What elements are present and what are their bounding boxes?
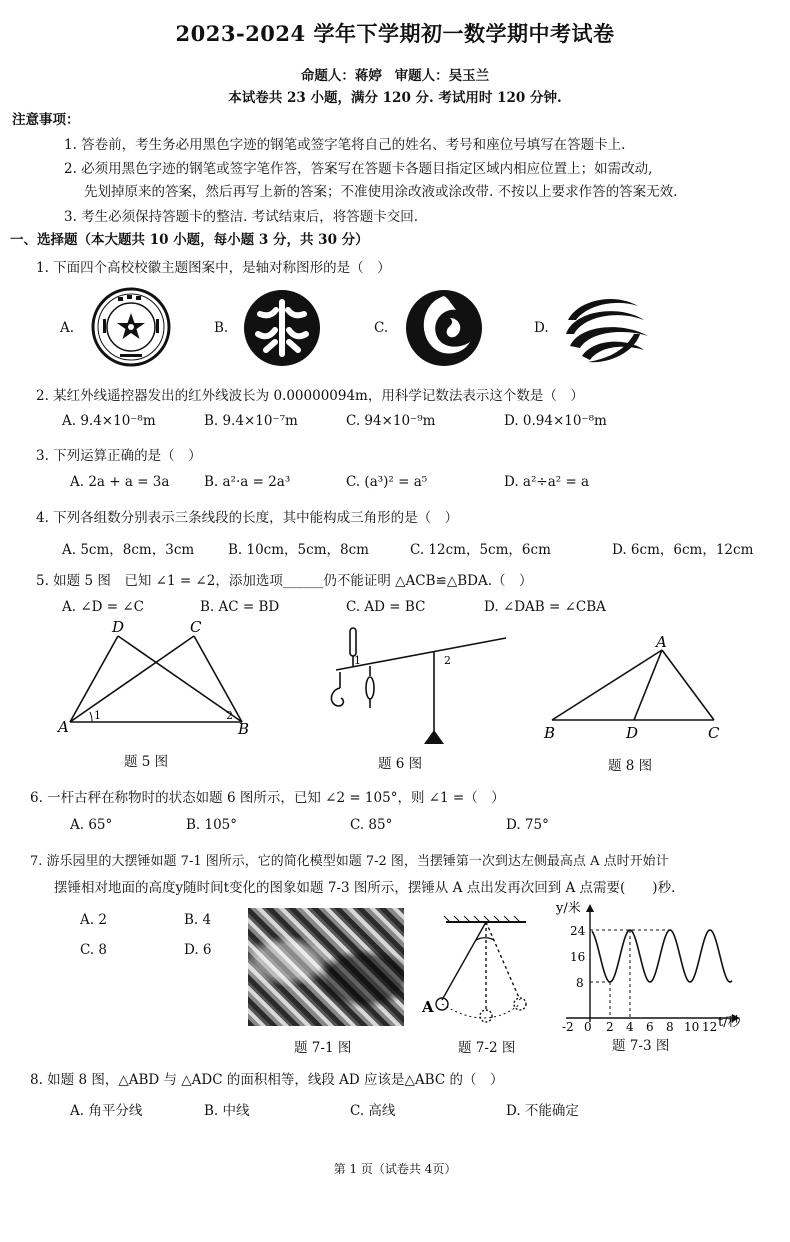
q7-option-b: B. 4 [184,912,212,928]
q6-stem: 6. 一杆古秤在称物时的状态如题 6 图所示，已知 ∠2 = 105°，则 ∠1 =（ ） [30,790,505,806]
note-2-cont: 先划掉原来的答案，然后再写上新的答案；不准使用涂改液或涂改带. 不按以上要求作答的答案无效. [84,184,678,200]
fig5-angle-1: 1 [94,709,101,722]
fig5-point-d: D [112,618,125,636]
fig6-angle-2: 2 [444,654,451,667]
q5-stem: 5. 如题 5 图 已知 ∠1 = ∠2，添加选项______仍不能证明 △ACB≌△BDA.（ ） [36,573,533,589]
fig5-angle-2: 2 [226,709,233,722]
q4-option-b: B. 10cm，5cm，8cm [228,542,369,558]
q1-label-c: C. [374,320,389,336]
fig7-2-point-a: A [422,998,434,1016]
q6-option-a: A. 65° [70,817,113,833]
q4-option-c: C. 12cm，5cm，6cm [410,542,551,558]
figure-7-3-graph [540,896,752,1034]
q7-stem-line2: 摆锤相对地面的高度y随时间t变化的图象如题 7-3 图所示，摆锤从 A 点出发再次回到 A 点需要( )秒. [54,880,676,896]
fig7-3-y-label: y/米 [556,901,581,916]
fig7-3-x-tick-6: 6 [646,1020,654,1034]
note-3: 3. 考生必须保持答题卡的整洁. 考试结束后，将答题卡交回. [64,209,419,225]
q1-stem: 1. 下面四个高校校徽主题图案中，是轴对称图形的是（ ） [36,260,391,276]
author-line [0,64,790,84]
fig7-3-y-tick-16: 16 [570,950,586,964]
q5-option-b: B. AC = BD [200,599,280,615]
q2-stem: 2. 某红外线遥控器发出的红外线波长为 0.00000094m，用科学记数法表示这个数是（ ） [36,388,584,404]
q7-option-a: A. 2 [80,912,107,928]
q5-option-a: A. ∠D = ∠C [62,599,145,615]
fig6-angle-1: 1 [354,654,361,667]
q2-option-b: B. 9.4×10⁻⁷m [204,413,298,429]
author-label: 命题人：蒋婷 [300,68,382,84]
figure-7-2 [416,908,532,1028]
exam-info: 本试卷共 23 小题，满分 120 分. 考试用时 120 分钟. [228,90,562,106]
q6-option-b: B. 105° [186,817,238,833]
fig8-point-c: C [708,724,720,742]
section-heading: 一、选择题（本大题共 10 小题，每小题 3 分，共 30 分） [10,232,369,248]
fig7-2-caption: 题 7-2 图 [458,1040,516,1056]
note-2: 2. 必须用黑色字迹的钢笔或签字笔作答，答案写在答题卡各题目指定区域内相应位置上；如需改动, [64,161,653,177]
q4-option-a: A. 5cm，8cm，3cm [62,542,195,558]
q4-stem: 4. 下列各组数分别表示三条线段的长度，其中能构成三角形的是（ ） [36,510,459,526]
q8-option-c: C. 高线 [350,1103,396,1119]
figure-5 [56,616,262,740]
q1-label-d: D. [534,320,549,336]
fig7-3-x-tick-12: 12 [702,1020,718,1034]
fig7-3-x-tick-2: 2 [606,1020,614,1034]
q2-option-d: D. 0.94×10⁻⁸m [504,413,607,429]
page-footer: 第 1 页（试卷共 4页） [333,1162,457,1176]
fig8-caption: 题 8 图 [608,758,653,774]
fig6-caption: 题 6 图 [378,756,423,772]
emblem-d-image [564,290,650,368]
q2-option-c: C. 94×10⁻⁹m [346,413,436,429]
q3-option-c: C. (a³)² = a⁵ [346,474,428,490]
fig7-1-photo [248,908,404,1026]
q1-label-a: A. [60,320,75,336]
fig7-3-x-tick-8: 8 [666,1020,674,1034]
figure-6 [318,616,514,748]
emblem-b-image [242,288,322,368]
q6-option-c: C. 85° [350,817,393,833]
fig5-point-c: C [190,618,202,636]
fig5-caption: 题 5 图 [124,754,169,770]
fig7-3-x-label: t/秒 [718,1015,741,1030]
notes-heading: 注意事项： [12,112,80,128]
fig5-point-a: A [58,718,69,736]
fig5-point-b: B [238,720,250,738]
q3-option-a: A. 2a + a = 3a [70,474,170,490]
note-1: 1. 答卷前，考生务必用黑色字迹的钢笔或签字笔将自己的姓名、考号和座位号填写在答题卡上. [64,137,626,153]
q3-stem: 3. 下列运算正确的是（ ） [36,448,202,464]
q5-option-c: C. AD = BC [346,599,426,615]
q8-stem: 8. 如题 8 图，△ABD 与 △ADC 的面积相等，线段 AD 应该是△ABC 的（ ） [30,1072,504,1088]
q8-option-a: A. 角平分线 [70,1103,143,1119]
figure-8 [538,632,728,744]
fig8-point-d: D [626,724,639,742]
q8-option-b: B. 中线 [204,1103,250,1119]
fig7-3-y-tick-24: 24 [570,924,586,938]
emblem-a-image [90,286,172,368]
fig8-point-a: A [656,633,667,651]
page-title: 2023-2024 学年下学期初一数学期中考试卷 [175,21,615,46]
fig7-3-x-tick-4: 4 [626,1020,634,1034]
q3-option-d: D. a²÷a² = a [504,474,590,490]
q4-option-d: D. 6cm，6cm，12cm [612,542,754,558]
q7-option-c: C. 8 [80,942,108,958]
q1-label-b: B. [214,320,229,336]
q3-option-b: B. a²·a = 2a³ [204,474,291,490]
q8-option-d: D. 不能确定 [506,1103,579,1119]
fig7-3-x-tick-0: 0 [584,1020,592,1034]
q2-option-a: A. 9.4×10⁻⁸m [62,413,156,429]
q7-option-d: D. 6 [184,942,212,958]
fig8-point-b: B [544,724,556,742]
q5-option-d: D. ∠DAB = ∠CBA [484,599,606,615]
fig7-3-x-tick-neg2: -2 [562,1020,574,1034]
fig7-1-caption: 题 7-1 图 [294,1040,352,1056]
emblem-c-image [404,288,484,368]
q6-option-d: D. 75° [506,817,549,833]
fig7-3-caption: 题 7-3 图 [612,1038,670,1054]
reviewer-label: 审题人：吴玉兰 [394,68,490,84]
fig7-3-x-tick-10: 10 [684,1020,700,1034]
fig7-3-y-tick-8: 8 [576,976,584,990]
q7-stem-line1: 7. 游乐园里的大摆锤如题 7-1 图所示，它的简化模型如题 7-2 图，当摆锤第一次到达左侧最高点 A 点时开始计 [30,854,669,869]
